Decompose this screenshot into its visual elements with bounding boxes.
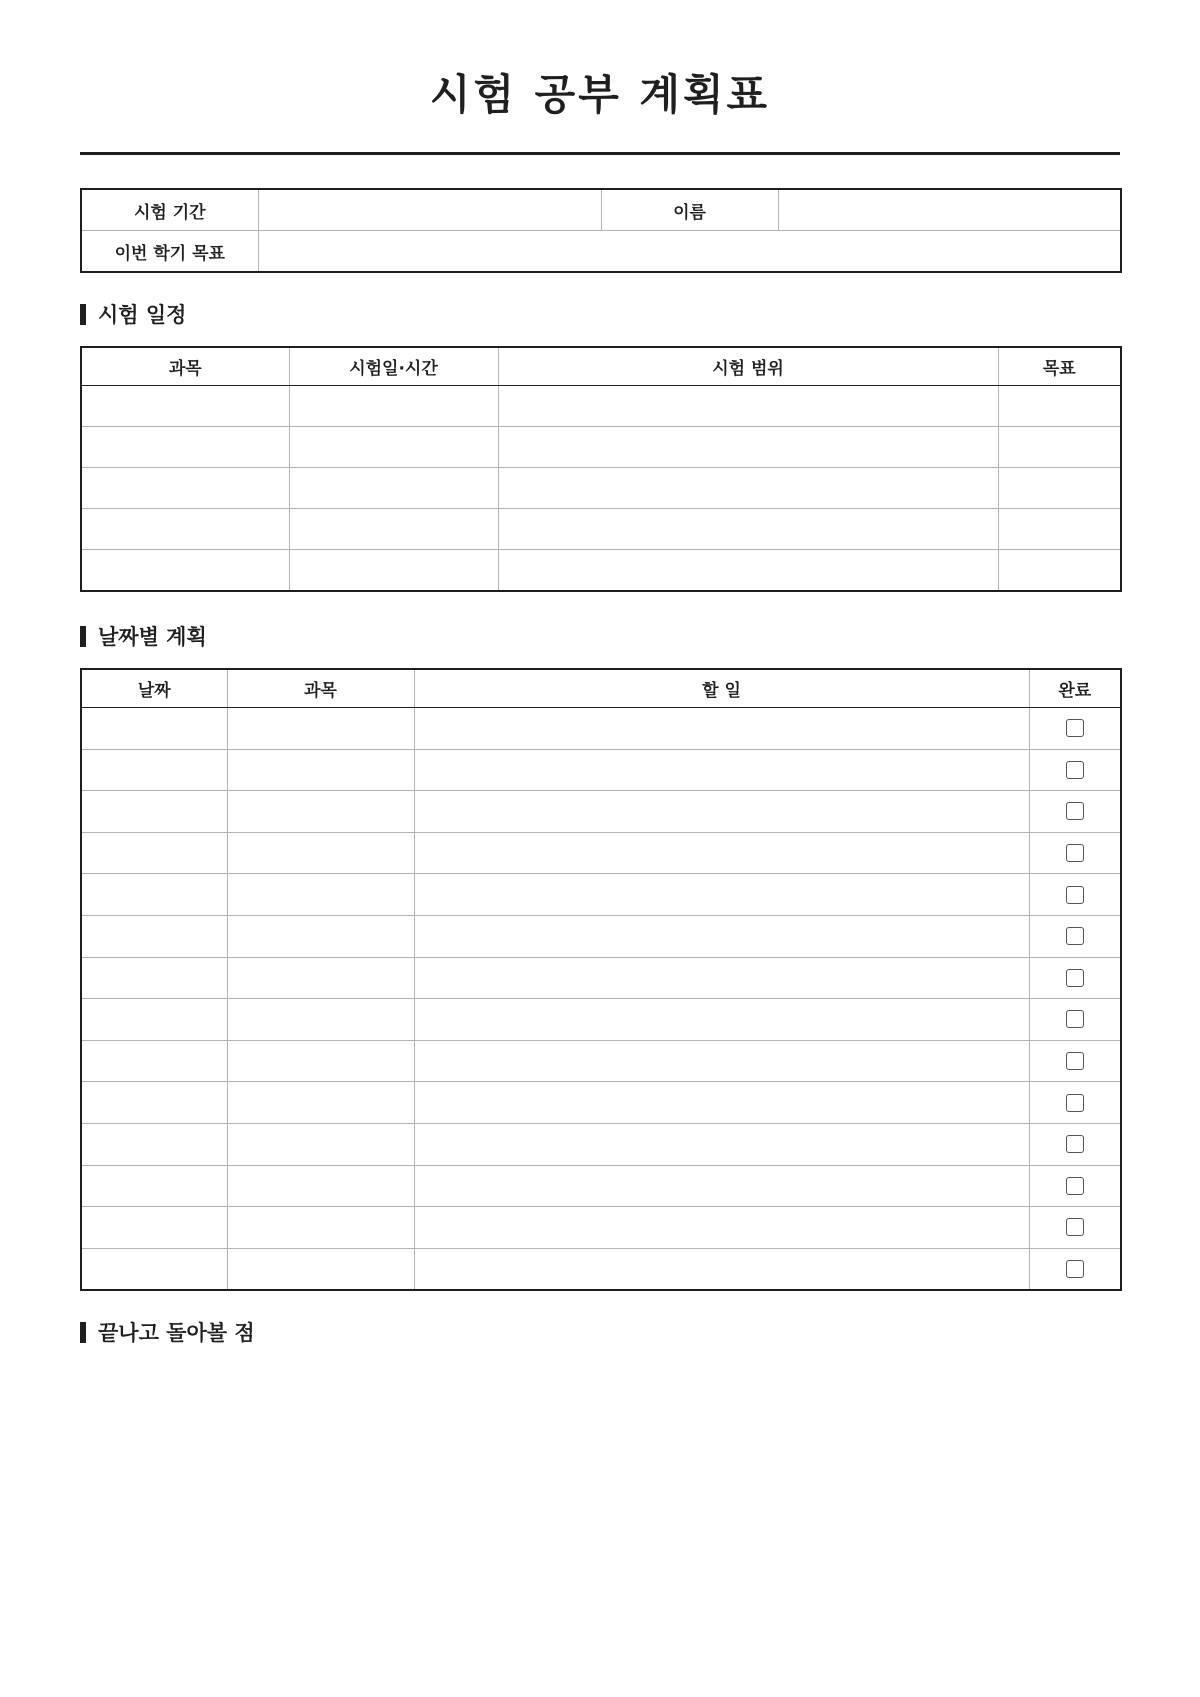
task-cell[interactable] [414, 874, 1029, 916]
subject-cell[interactable] [81, 468, 289, 509]
done-cell [1029, 999, 1121, 1041]
exam-schedule-table [80, 346, 1122, 592]
subject-cell[interactable] [227, 999, 414, 1041]
done-cell [1029, 708, 1121, 750]
date-cell[interactable] [81, 791, 227, 833]
done-checkbox[interactable] [1066, 1094, 1084, 1112]
date-cell[interactable] [81, 1040, 227, 1082]
subject-cell[interactable] [227, 1040, 414, 1082]
task-cell[interactable] [414, 1040, 1029, 1082]
section-marker [80, 626, 86, 647]
done-checkbox[interactable] [1066, 1177, 1084, 1195]
done-checkbox[interactable] [1066, 1218, 1084, 1236]
subject-cell[interactable] [227, 1165, 414, 1207]
column-header-subject: 과목 [227, 669, 414, 708]
done-cell [1029, 1082, 1121, 1124]
done-checkbox[interactable] [1066, 1260, 1084, 1278]
task-cell[interactable] [414, 749, 1029, 791]
date-cell[interactable] [81, 749, 227, 791]
subject-cell[interactable] [227, 708, 414, 750]
table-row [81, 915, 1121, 957]
task-cell[interactable] [414, 957, 1029, 999]
semester-goal-label: 이번 학기 목표 [81, 231, 258, 273]
task-cell[interactable] [414, 832, 1029, 874]
subject-cell[interactable] [227, 1123, 414, 1165]
info-row [81, 189, 1121, 231]
name-label: 이름 [601, 189, 778, 231]
date-cell[interactable] [81, 915, 227, 957]
table-row [81, 999, 1121, 1041]
goal-cell[interactable] [998, 468, 1121, 509]
exam-datetime-cell[interactable] [289, 386, 498, 427]
column-header-done: 완료 [1029, 669, 1121, 708]
date-cell[interactable] [81, 1165, 227, 1207]
section-heading-reflection [80, 1320, 255, 1344]
done-cell [1029, 791, 1121, 833]
task-cell[interactable] [414, 1207, 1029, 1249]
done-cell [1029, 749, 1121, 791]
done-checkbox[interactable] [1066, 1052, 1084, 1070]
table-row [81, 1207, 1121, 1249]
done-checkbox[interactable] [1066, 969, 1084, 987]
table-header-row [81, 669, 1121, 708]
exam-datetime-cell[interactable] [289, 509, 498, 550]
done-checkbox[interactable] [1066, 1010, 1084, 1028]
section-marker [80, 1322, 86, 1343]
subject-cell[interactable] [227, 957, 414, 999]
subject-cell[interactable] [227, 832, 414, 874]
date-cell[interactable] [81, 957, 227, 999]
task-cell[interactable] [414, 791, 1029, 833]
section-heading-exam-schedule [80, 302, 186, 326]
date-cell[interactable] [81, 832, 227, 874]
done-cell [1029, 915, 1121, 957]
table-row [81, 427, 1121, 468]
subject-cell[interactable] [81, 550, 289, 592]
table-row [81, 509, 1121, 550]
semester-goal-field[interactable] [258, 231, 1121, 273]
section-heading-daily-plan [80, 624, 207, 648]
name-field[interactable] [778, 189, 1121, 231]
done-checkbox[interactable] [1066, 761, 1084, 779]
done-cell [1029, 874, 1121, 916]
exam-period-label: 시험 기간 [81, 189, 258, 231]
date-cell[interactable] [81, 999, 227, 1041]
exam-range-cell[interactable] [498, 509, 998, 550]
subject-cell[interactable] [81, 386, 289, 427]
table-row [81, 749, 1121, 791]
done-cell [1029, 832, 1121, 874]
title-divider [80, 152, 1120, 155]
date-cell[interactable] [81, 708, 227, 750]
done-cell [1029, 1248, 1121, 1290]
exam-range-cell[interactable] [498, 427, 998, 468]
task-cell[interactable] [414, 1082, 1029, 1124]
exam-datetime-cell[interactable] [289, 427, 498, 468]
done-checkbox[interactable] [1066, 1135, 1084, 1153]
table-header-row [81, 347, 1121, 386]
table-row [81, 708, 1121, 750]
table-row [81, 874, 1121, 916]
info-row [81, 231, 1121, 273]
exam-datetime-cell[interactable] [289, 468, 498, 509]
column-header-subject: 과목 [81, 347, 289, 386]
table-row [81, 957, 1121, 999]
table-row [81, 791, 1121, 833]
table-row [81, 1040, 1121, 1082]
section-label: 시험 일정 [98, 303, 187, 327]
daily-plan-table [80, 668, 1122, 1291]
date-cell[interactable] [81, 1207, 227, 1249]
done-checkbox[interactable] [1066, 927, 1084, 945]
exam-range-cell[interactable] [498, 468, 998, 509]
table-row [81, 1248, 1121, 1290]
table-row [81, 550, 1121, 592]
exam-period-field[interactable] [258, 189, 601, 231]
subject-cell[interactable] [227, 749, 414, 791]
done-checkbox[interactable] [1066, 844, 1084, 862]
info-table [80, 188, 1122, 273]
done-checkbox[interactable] [1066, 886, 1084, 904]
column-header-date: 날짜 [81, 669, 227, 708]
goal-cell[interactable] [998, 509, 1121, 550]
done-cell [1029, 1040, 1121, 1082]
task-cell[interactable] [414, 999, 1029, 1041]
subject-cell[interactable] [227, 915, 414, 957]
section-label: 날짜별 계획 [98, 625, 207, 649]
task-cell[interactable] [414, 1248, 1029, 1290]
subject-cell[interactable] [81, 509, 289, 550]
done-checkbox[interactable] [1066, 719, 1084, 737]
column-header-task: 할 일 [414, 669, 1029, 708]
section-marker [80, 304, 86, 325]
table-row [81, 386, 1121, 427]
exam-datetime-cell[interactable] [289, 550, 498, 592]
date-cell[interactable] [81, 874, 227, 916]
subject-cell[interactable] [227, 1082, 414, 1124]
goal-cell[interactable] [998, 550, 1121, 592]
section-label: 끝나고 돌아볼 점 [98, 1321, 255, 1345]
subject-cell[interactable] [227, 874, 414, 916]
page-title: 시험 공부 계획표 [429, 70, 771, 119]
subject-cell[interactable] [81, 427, 289, 468]
column-header-goal: 목표 [998, 347, 1121, 386]
goal-cell[interactable] [998, 427, 1121, 468]
table-row [81, 1123, 1121, 1165]
subject-cell[interactable] [227, 791, 414, 833]
table-row [81, 1165, 1121, 1207]
table-row [81, 468, 1121, 509]
task-cell[interactable] [414, 915, 1029, 957]
date-cell[interactable] [81, 1123, 227, 1165]
done-checkbox[interactable] [1066, 802, 1084, 820]
done-cell [1029, 957, 1121, 999]
column-header-exam-range: 시험 범위 [498, 347, 998, 386]
subject-cell[interactable] [227, 1248, 414, 1290]
date-cell[interactable] [81, 1082, 227, 1124]
task-cell[interactable] [414, 1165, 1029, 1207]
table-row [81, 832, 1121, 874]
done-cell [1029, 1123, 1121, 1165]
exam-range-cell[interactable] [498, 550, 998, 592]
done-cell [1029, 1165, 1121, 1207]
date-cell[interactable] [81, 1248, 227, 1290]
column-header-exam-datetime: 시험일·시간 [289, 347, 498, 386]
exam-range-cell[interactable] [498, 386, 998, 427]
subject-cell[interactable] [227, 1207, 414, 1249]
task-cell[interactable] [414, 708, 1029, 750]
goal-cell[interactable] [998, 386, 1121, 427]
table-row [81, 1082, 1121, 1124]
task-cell[interactable] [414, 1123, 1029, 1165]
done-cell [1029, 1207, 1121, 1249]
